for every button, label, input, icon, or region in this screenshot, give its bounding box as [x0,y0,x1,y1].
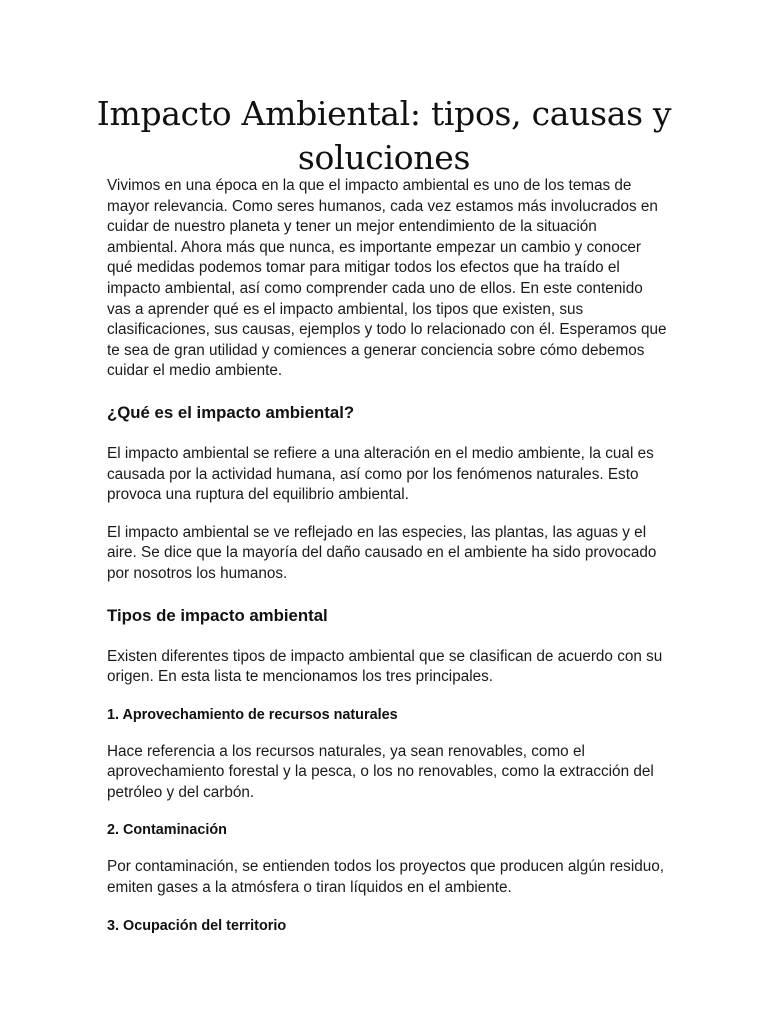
spacer [107,382,667,402]
spacer [107,688,667,705]
section-heading-que-es: ¿Qué es el impacto ambiental? [107,402,355,422]
paragraph: Existen diferentes tipos de impacto ambiental que se clasifican de acuerdo con su origen. En esta lista te mencionamos los tres principales. [107,647,663,686]
spacer [107,585,667,605]
paragraph: El impacto ambiental se ve reflejado en las especies, las plantas, las aguas y el aire. Se dice que la mayoría del daño causado en el ambiente ha sido provocado por nosotros los humanos. [107,523,657,582]
page-title: Impacto Ambiental: tipos, causas y soluciones [96,94,672,177]
subheading-aprovechamiento: 1. Aprovechamiento de recursos naturales [107,706,398,723]
spacer [107,506,667,523]
spacer [107,803,667,820]
section-heading-tipos: Tipos de impacto ambiental [107,605,328,625]
paragraph: Hace referencia a los recursos naturales, ya sean renovables, como el aprovechamiento forestal y la pesca, o los no renovables, como la extracción del petróleo y del carbón. [107,742,654,801]
subheading-ocupacion: 3. Ocupación del territorio [107,917,287,934]
spacer [107,627,667,647]
spacer [107,899,667,916]
paragraph: El impacto ambiental se refiere a una alteración en el medio ambiente, la cual es causada por la actividad humana, así como por los fenómenos naturales. Esto provoca una ruptura del equilibrio ambiental. [107,444,654,504]
subheading-contaminacion: 2. Contaminación [107,822,227,839]
intro-paragraph: Vivimos en una época en la que el impacto ambiental es uno de los temas de mayor relevancia. Como seres humanos, cada vez estamos más involucrados en cuidar de nuestro planeta y tener un mejor entendimiento de la situación ambiental. Ahora más que nunca, es importante empezar un cambio y conocer qué medidas podemos tomar para mitigar todos los efectos que ha traído el impacto ambiental, así como comprender cada uno de ellos. En este contenido vas a aprender qué es el impacto ambiental, los tipos que existen, sus clasificaciones, sus causas, ejemplos y todo lo relacionado con él. Esperamos que te sea de gran utilidad y comiences a generar conciencia sobre cómo debemos cuidar el medio ambiente. [107,177,667,380]
paragraph: Por contaminación, se entienden todos los proyectos que producen algún residuo, emiten gases a la atmósfera o tiran líquidos en el ambiente. [107,858,664,897]
spacer [107,725,667,742]
document-body [107,176,667,936]
spacer [107,840,667,857]
spacer [107,424,667,444]
